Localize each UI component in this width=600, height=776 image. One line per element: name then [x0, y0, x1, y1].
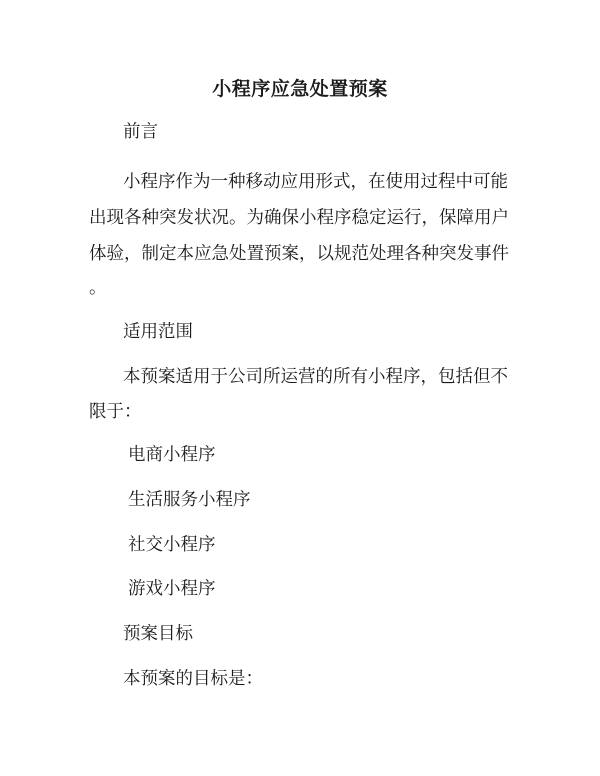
list-item: 电商小程序 [128, 445, 216, 465]
list-item: 游戏小程序 [128, 579, 216, 599]
document-title: 小程序应急处置预案 [212, 78, 388, 100]
list-item: 社交小程序 [128, 535, 216, 555]
list-item: 生活服务小程序 [128, 490, 251, 510]
paragraph-line: 。 [89, 278, 107, 298]
section-heading-goals: 预案目标 [123, 624, 193, 644]
paragraph-line: 小程序作为一种移动应用形式，在使用过程中可能 [123, 172, 508, 192]
paragraph-line: 体验，制定本应急处置预案，以规范处理各种突发事件 [89, 244, 509, 264]
paragraph-line: 限于： [89, 402, 142, 422]
section-heading-scope: 适用范围 [123, 322, 193, 342]
paragraph-line: 出现各种突发状况。为确保小程序稳定运行，保障用户 [89, 208, 509, 228]
paragraph-line: 本预案的目标是： [123, 669, 263, 689]
paragraph-line: 本预案适用于公司所运营的所有小程序，包括但不 [123, 367, 508, 387]
section-heading-preface: 前言 [123, 122, 158, 142]
